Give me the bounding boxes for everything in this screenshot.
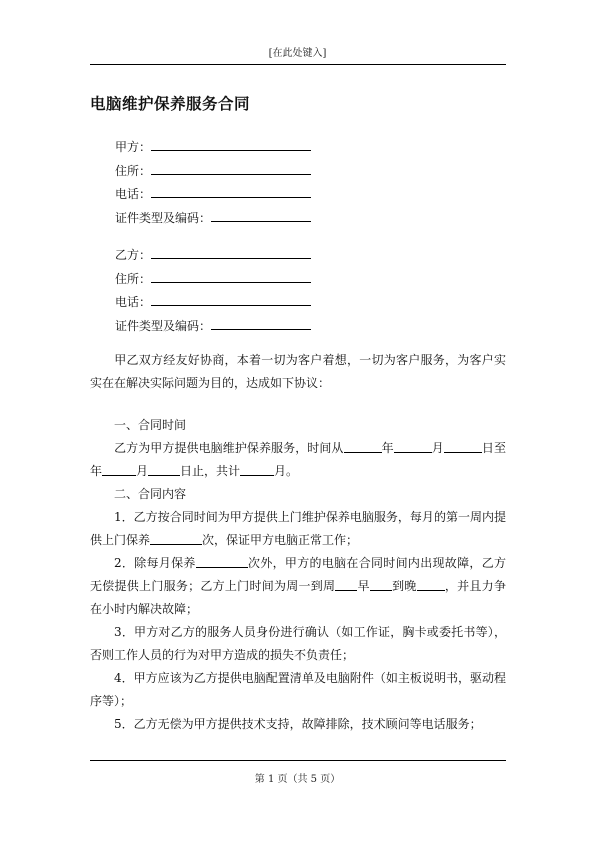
section-1-paragraph [90,437,506,483]
morning-hour-blank[interactable] [370,578,392,591]
section-1-heading-text: 一、合同时间 [114,418,187,432]
party-a-phone-blank[interactable] [151,185,311,198]
party-a-address-blank[interactable] [151,162,311,175]
end-month-unit: 月 [136,464,149,478]
clause-1-text: 1．乙方按合同时间为甲方提供上门维护保养电脑服务，每月的第一周内提供上门保养 [90,510,506,547]
end-month-blank[interactable] [102,463,136,476]
party-a-id-blank[interactable] [211,209,311,222]
monthly-visits-blank[interactable] [150,532,202,545]
party-b-name-blank[interactable] [151,246,311,259]
page-number: 第 1 页（共 5 页） [254,774,341,785]
term-text-start: 乙方为甲方提供电脑维护保养服务，时间从 [114,441,344,455]
total-months-unit: 月。 [274,464,299,478]
preamble-paragraph [90,349,506,395]
maintenance-count-blank[interactable] [196,555,248,568]
party-b-id-label: 证件类型及编码： [115,318,212,333]
clause-1 [90,506,506,552]
clause-2-text: 2．除每月保养 [114,556,196,570]
party-a-name-label: 甲方： [115,140,152,154]
footer-rule [90,760,506,761]
end-day-blank[interactable] [148,463,180,476]
end-year-unit: 年 [90,464,103,478]
section-2 [90,483,506,736]
party-b-address-row [115,270,445,294]
clause-2-text-mid: 次外，甲方的电脑在合同时间内出现故障，乙方无偿提供上门服务；乙方上门时间为周一到周 [90,556,506,593]
party-b-phone-row [115,293,445,317]
header-rule [90,64,506,65]
party-b-phone-blank[interactable] [151,293,311,306]
start-day-unit: 日至 [481,441,506,455]
party-a-name-blank[interactable] [151,138,311,151]
clause-5 [90,713,506,736]
party-b-block [115,246,445,340]
section-2-heading [90,483,506,506]
start-year-blank[interactable] [344,440,382,453]
clause-2-text-end: ，并且力争在小时内解决故障； [90,579,506,616]
party-b-id-blank[interactable] [211,317,311,330]
party-a-block [115,138,445,232]
preamble-text: 甲乙双方经友好协商，本着一切为客户着想，一切为客户服务，为客户实实在在解决实际问题为目的，达成如下协议： [90,353,506,390]
party-b-phone-label: 电话： [115,295,152,309]
evening-hour-blank[interactable] [417,578,445,591]
end-day-unit: 日止，共计 [180,464,241,478]
party-a-id-label: 证件类型及编码： [115,210,212,225]
party-b-id-row [115,317,445,341]
clause-3 [90,621,506,667]
clause-3-text: 3．甲方对乙方的服务人员身份进行确认（如工作证，胸卡或委托书等），否则工作人员的行为对甲方造成的损失不负责任； [90,625,506,662]
party-b-address-blank[interactable] [151,270,311,283]
party-a-phone-label: 电话： [115,187,152,201]
party-b-name-label: 乙方： [115,248,152,262]
morning-unit: 早 [357,579,370,593]
weekday-end-blank[interactable] [335,578,357,591]
start-month-blank[interactable] [394,440,432,453]
party-a-phone-row [115,185,445,209]
clause-2 [90,552,506,621]
clause-4-text: 4．甲方应该为乙方提供电脑配置清单及电脑附件（如主板说明书，驱动程序等）； [90,671,506,708]
party-a-address-label: 住所： [115,163,152,178]
page-header-placeholder[interactable]: [在此处键入] [268,48,327,59]
clause-5-text: 5．乙方无偿为甲方提供技术支持，故障排除，技术顾问等电话服务； [114,717,482,731]
party-b-name-row [115,246,445,270]
party-a-address-row [115,162,445,186]
party-b-address-label: 住所： [115,271,152,286]
party-a-id-row [115,209,445,233]
start-month-unit: 月 [431,441,444,455]
section-1 [90,414,506,483]
clause-1-text-end: 次，保证甲方电脑正常工作； [202,533,359,547]
document-title: 电脑维护保养服务合同 [90,95,251,113]
total-months-blank[interactable] [240,463,274,476]
start-day-blank[interactable] [444,440,482,453]
section-1-heading [90,414,506,437]
section-2-heading-text: 二、合同内容 [114,487,187,501]
evening-unit: 到晚 [391,579,417,593]
party-a-name-row [115,138,445,162]
start-year-unit: 年 [381,441,394,455]
clause-4 [90,667,506,713]
